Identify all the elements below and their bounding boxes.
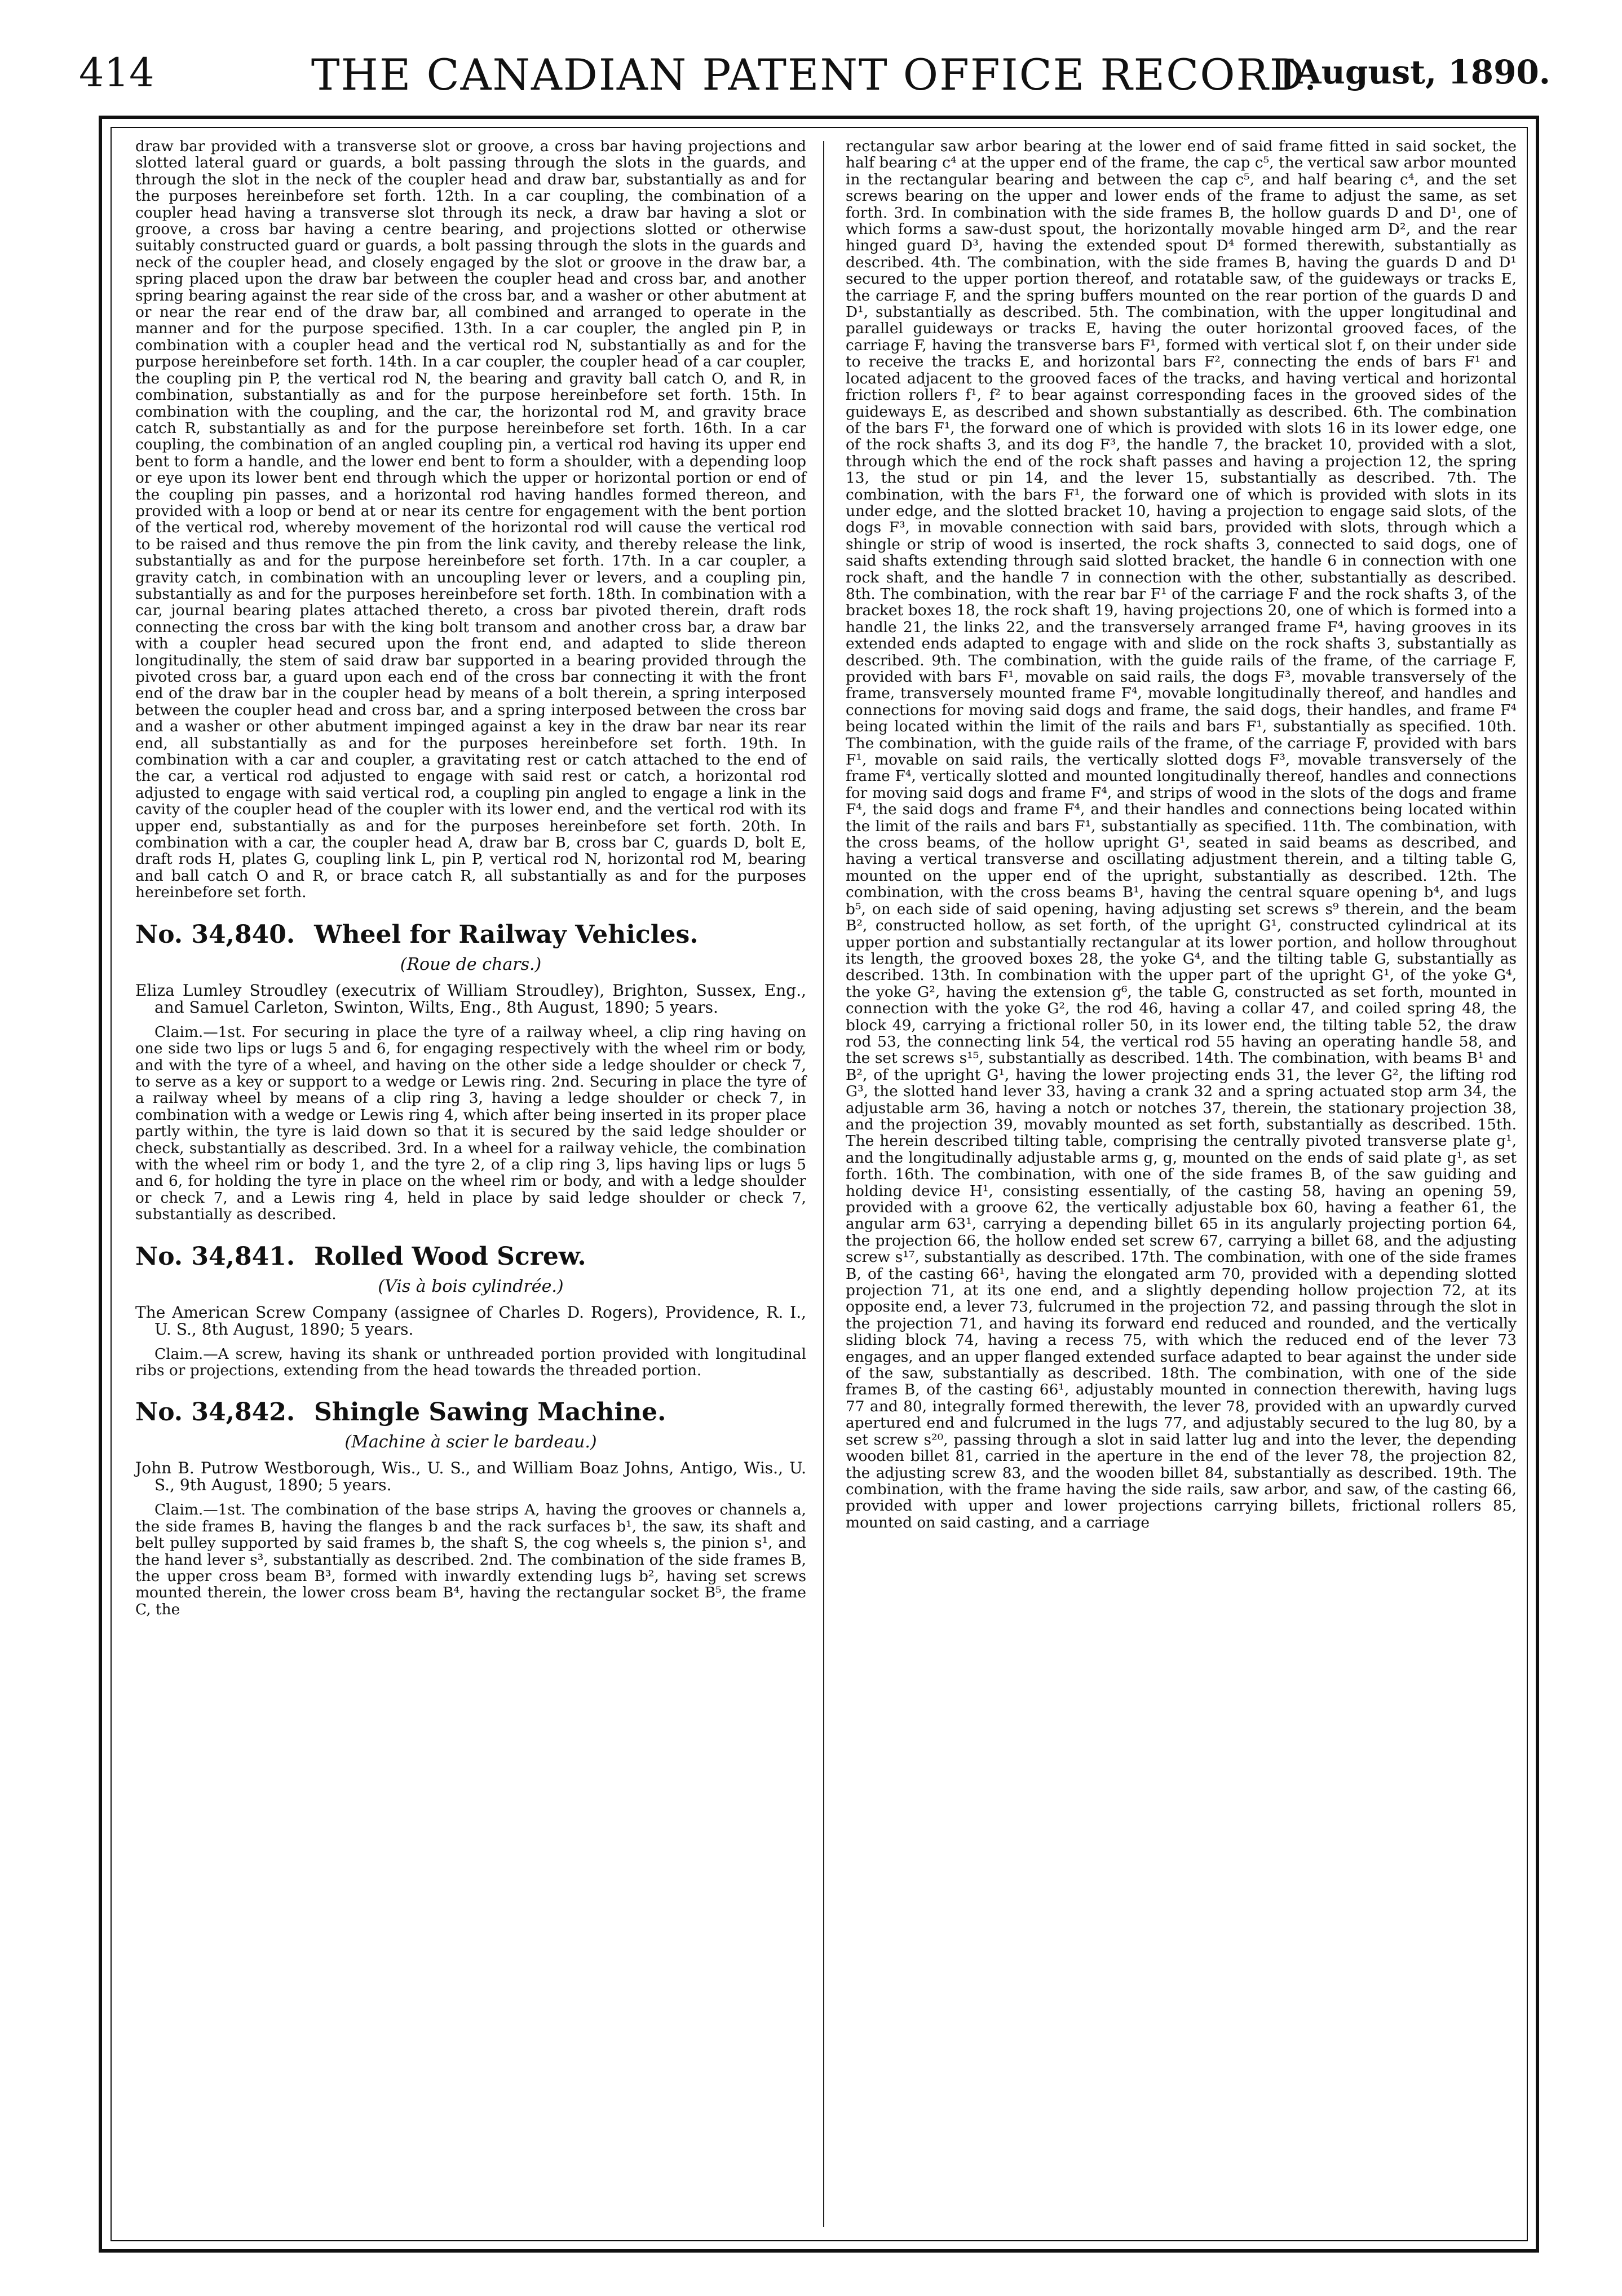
patent-french-title: (Roue de chars.) [400,954,542,974]
patent-entry [135,919,806,1223]
patent-number: No. 34,840. [135,920,295,949]
patent-grantee: John B. Putrow Westborough, Wis., U. S., and William Boaz Johns, Antigo, Wis., U. S., 9th August, 1890; 5 years. [135,1459,806,1495]
patent-heading [135,1397,806,1428]
patent-title: Wheel for Railway Vehicles. [314,920,699,949]
page-header [79,50,1550,112]
patent-claims: Claim.—A screw, having its shank or unthreaded portion provided with longitudinal ribs or projections, extending from the head towards the threaded portion. [135,1345,806,1379]
patent-claims: Claim.—1st. The combination of the base strips A, having the grooves or channels a, the side frames B, having the flanges b and the rack surfaces b¹, the saw, its shaft and belt pulley supported by said frames b, the shaft S, the cog wheels s, the pinion s¹, and the hand lever s³, substantially as described. 2nd. The combination of the side frames B, the upper cross beam B³, formed with inwardly extending lugs b², having set screws mounted therein, the lower cross beam B⁴, having the rectangular socket B⁵, the frame C, the [135,1501,806,1618]
right-column [846,138,1517,1531]
issue-date: [August, 1890. [1280,53,1550,91]
patent-heading [135,1241,806,1273]
continued-claims-text: rectangular saw arbor bearing at the lower end of said frame fitted in said socket, the half bearing c⁴ at the upper end of the frame, the cap c⁵, the vertical saw arbor mounted in the rectangular bearing and between the cap c⁵, and half bearing c⁴, and the set screws bearing on the upper and lower ends of the frame to adjust the same, as set forth. 3rd. In combination with the side frames B, the hollow guards D and D¹, one of which forms a saw-dust spout, the horizontally movable hinged arm D², and the rear hinged guard D³, having the extended spout D⁴ formed therewith, substantially as described. 4th. The combination, with the side frames B, having the guards D and D¹ secured to the upper portion thereof, and rotatable saw, of the guideways or tracks E, the carriage F, and the spring buffers mounted on the rear portion of the guards D and D¹, substantially as described. 5th. The combination, with the upper longitudinal and parallel guideways or tracks E, having the outer horizontal grooved faces, of the carriage F, having the transverse bars F¹, formed with vertical slot f, on their under side to receive the tracks E, and horizontal bars F², connecting the ends of bars F¹ and located adjacent to the grooved faces of the tracks, and having vertical and horizontal friction rollers f¹, f² to bear against corresponding faces in the grooved sides of the guideways E, as described and shown substantially as described. 6th. The combination of the bars F¹, the forward one of which is provided with slots 16 in its lower edge, one of the rock shafts 3, and its dog F³, the handle 7, the bracket 10, provided with a slot, through which the end of the rock shaft passes and having a projection 12, the spring 13, the stud or pin 14, and the lever 15, substantially as described. 7th. The combination, with the bars F¹, the forward one of which is provided with slots in its under edge, and the slotted bracket 10, having a projection to engage said slots, of the dogs F³, in movable connection with said bars, provided with slots, through which a shingle or strip of wood is inserted, the rock shafts 3, connected to said dogs, one of said shafts extending through said slotted bracket, the handle 6 in connection with one rock shaft, and the handle 7 in connection with the other, substantially as described. 8th. The combination, with the rear bar F¹ of the carriage F and the rock shafts 3, of the bracket boxes 18, the rock shaft 19, having projections 20, one of which is formed into a handle 21, the links 22, and the transversely arranged frame F⁴, having grooves in its extended ends adapted to engage with and slide on the rock shafts 3, substantially as described. 9th. The combination, with the guide rails of the frame, of the carriage F, provided with bars F¹, movable on said rails, the dogs F³, movable transversely of the frame, transversely mounted frame F⁴, movable longitudinally thereof, and handles and connections for moving said dogs and frame, the said dogs, their handles, and frame F⁴ being located within the limit of the rails and bars F¹, substantially as specified. 10th. The combination, with the guide rails of the frame, of the carriage F, provided with bars F¹, movable on said rails, the vertically slotted dogs F³, movable transversely of the frame F⁴, vertically slotted and mounted longitudinally thereof, handles and connections for moving said dogs and frame F⁴, and strips of wood in the slots of the dogs and frame F⁴, the said dogs and frame F⁴, and their handles and connections being located within the limit of the rails and bars F¹, substantially as specified. 11th. The combination, with the cross beams, of the hollow upright G¹, seated in said beams as described, and having a vertical transverse and oscillating adjustment therein, and a tilting table G, mounted on the upper end of the upright, substantially as described. 12th. The combination, with the cross beams B¹, having the central square opening b⁴, and lugs b⁵, on each side of said opening, having adjusting set screws s⁹ therein, and the beam B², constructed hollow, as set forth, of the upright G¹, constructed cylindrical at its upper portion and substantially rectangular at its lower portion, and hollow throughout its length, the grooved boxes 28, the yoke G⁴, and the tilting table G, substantially as described. 13th. In combination with the upper part of the upright G¹, of the yoke G⁴, the yoke G², having the extension g⁶, the table G, constructed as set forth, mounted in connection with the yoke G², the rod 46, having a collar 47, and coiled spring 48, the block 49, carrying a frictional roller 50, in its lower end, the tilting table 52, the draw rod 53, the connecting link 54, the vertical rod 55 having an operating handle 58, and the set screws s¹⁵, substantially as described. 14th. The combination, with beams B¹ and B², of the upright G¹, having the lower projecting ends 31, the lever G², the lifting rod G³, the slotted hand lever 33, having a crank 32 and a spring actuated stop arm 34, the adjustable arm 36, having a notch or notches 37, therein, the stationary projection 38, and the projection 39, movably mounted as set forth, substantially as described. 15th. The herein described tilting table, comprising the centrally pivoted transverse plate g¹, and the longitudinally adjustable arms g, g, mounted on the ends of said plate g¹, as set forth. 16th. The combination, with one of the side frames B, of the saw guiding and holding device H¹, consisting essentially, of the casting 58, having an opening 59, provided with a groove 62, the vertically adjustable box 60, having a feather 61, the angular arm 63¹, carrying a depending billet 65 in its angularly projecting portion 64, the projection 66, the hollow ended set screw 67, carrying a billet 68, and the adjusting screw s¹⁷, substantially as described. 17th. The combination, with one of the side frames B, of the casting 66¹, having the elongated arm 70, provided with a depending slotted projection 71, at its one end, and a slightly depending hollow projection 72, at its opposite end, a lever 73, fulcrumed in the projection 72, and passing through the slot in the projection 71, and having its forward end reduced and rounded, and the vertically sliding block 74, having a recess 75, with which the reduced end of the lever 73 engages, and an upper flanged extended surface adapted to bear against the under side of the saw, substantially as described. 18th. The combination, with one of the side frames B, of the casting 66¹, adjustably mounted in connection therewith, having lugs 77 and 80, integrally formed therewith, the lever 78, provided with an upwardly curved apertured end and fulcrumed in the lugs 77, and adjustably secured to the lug 80, by a set screw s²⁰, passing through a slot in said latter lug and into the lever, the depending wooden billet 81, carried in the aperture in the end of the lever 78, the projection 82, the adjusting screw 83, and the wooden billet 84, substantially as described. 19th. The combination, with the frame having the side rails, saw arbor, and saw, of the casting 66, provided with upper and lower projections carrying billets, frictional rollers 85, mounted on said casting, and a carriage [846,138,1517,1531]
continued-claims-text: draw bar provided with a transverse slot or groove, a cross bar having projections and slotted lateral guard or guards, a bolt passing through the slots in the guards, and through the slot in the neck of the coupler head and draw bar, substantially as and for the purposes hereinbefore set forth. 12th. In a car coupling, the combination of a coupler head having a transverse slot through its neck, a draw bar having a slot or groove, a cross bar having a centre bearing, and projections slotted or otherwise suitably constructed guard or guards, a bolt passing through the slots in the guards and neck of the coupler head, and closely engaged by the slot or groove in the draw bar, a spring placed upon the draw bar between the coupler head and cross bar, and another spring bearing against the rear side of the cross bar, and a washer or other abutment at or near the rear end of the draw bar, all combined and arranged to operate in the manner and for the purpose specified. 13th. In a car coupler, the angled pin P, in combination with a coupler head and the vertical rod N, substantially as and for the purpose hereinbefore set forth. 14th. In a car coupler, the coupler head of a car coupler, the coupling pin P, the vertical rod N, the bearing and gravity ball catch O, and R, in combination, substantially as and for the purpose hereinbefore set forth. 15th. In combination with the coupling, and the car, the horizontal rod M, and gravity brace catch R, substantially as and for the purpose hereinbefore set forth. 16th. In a car coupling, the combination of an angled coupling pin, a vertical rod having its upper end bent to form a handle, and the lower end bent to form a shoulder, with a depending loop or eye upon its lower bent end through which the upper or horizontal portion or end of the coupling pin passes, and a horizontal rod having handles formed thereon, and provided with a loop or bend at or near its centre for engagement with the bent portion of the vertical rod, whereby movement of the horizontal rod will cause the vertical rod to be raised and thus remove the pin from the link cavity, and thereby release the link, substantially as and for the purpose hereinbefore set forth. 17th. In a car coupler, a gravity catch, in combination with an uncoupling lever or levers, and a coupling pin, substantially as and for the purposes hereinbefore set forth. 18th. In combination with a car, journal bearing plates attached thereto, a cross bar pivoted therein, draft rods connecting the cross bar with the king bolt transom and another cross bar, a draw bar with a coupler head secured upon the front end, and adapted to slide thereon longitudinally, the stem of said draw bar supported in a bearing provided through the pivoted cross bar, a guard upon each end of the cross bar connecting it with the front end of the draw bar in the coupler head by means of a bolt therein, a spring interposed between the coupler head and cross bar, and a spring interposed between the cross bar and a washer or other abutment impinged against a key in the draw bar near its rear end, all substantially as and for the purposes hereinbefore set forth. 19th. In combination with a car and coupler, a gravitating rest or catch attached to the end of the car, a vertical rod adjusted to engage with said rest or catch, a horizontal rod adjusted to engage with said vertical rod, a coupling pin angled to engage a link in the cavity of the coupler head of the coupler with its lower end, and the vertical rod with its upper end, substantially as and for the purposes hereinbefore set forth. 20th. In combination with a car, the coupler head A, draw bar B, cross bar C, guards D, bolt E, draft rods H, plates G, coupling link L, pin P, vertical rod N, horizontal rod M, bearing and ball catch O and R, or brace catch R, all substantially as and for the purposes hereinbefore set forth. [135,138,806,902]
patent-french-title: (Machine à scier le bardeau.) [344,1432,597,1452]
patent-entry [135,1241,806,1379]
patent-french-title: (Vis à bois cylindrée.) [378,1276,564,1296]
patent-number: No. 34,842. [135,1398,295,1427]
patent-claims: Claim.—1st. For securing in place the tyre of a railway wheel, a clip ring having on one side two lips or lugs 5 and 6, for engaging respectively with the wheel rim or body, and with the tyre of a wheel, and having on the other side a ledge shoulder or check 7, to serve as a key or support to a wedge or Lewis ring. 2nd. Securing in place the tyre of a railway wheel by means of a clip ring 3, having a ledge shoulder or check 7, in combination with a wedge or Lewis ring 4, which after being inserted in its proper place partly within, the tyre is laid down so that it is secured by the said ledge shoulder or check, substantially as described. 3rd. In a wheel for a railway vehicle, the combination with the wheel rim or body 1, and the tyre 2, of a clip ring 3, lips having lips or lugs 5 and 6, for holding the tyre in place on the wheel rim or body, and with a ledge shoulder or check 7, and a Lewis ring 4, held in place by said ledge shoulder or check 7, substantially as described. [135,1023,806,1224]
column-divider [823,141,824,2227]
patent-heading [135,919,806,951]
left-column [135,138,806,1618]
journal-title: THE CANADIAN PATENT OFFICE RECORD. [311,50,1319,100]
patent-entry [135,1397,806,1618]
patent-grantee: Eliza Lumley Stroudley (executrix of William Stroudley), Brighton, Sussex, Eng., and Samuel Carleton, Swinton, Wilts, Eng., 8th August, 1890; 5 years. [135,981,806,1017]
patent-title: Shingle Sawing Machine. [314,1398,666,1427]
patent-title: Rolled Wood Screw. [314,1242,586,1271]
page-number: 414 [79,50,154,96]
patent-grantee: The American Screw Company (assignee of Charles D. Rogers), Providence, R. I., U. S., 8th August, 1890; 5 years. [135,1302,806,1339]
patent-number: No. 34,841. [135,1242,295,1271]
